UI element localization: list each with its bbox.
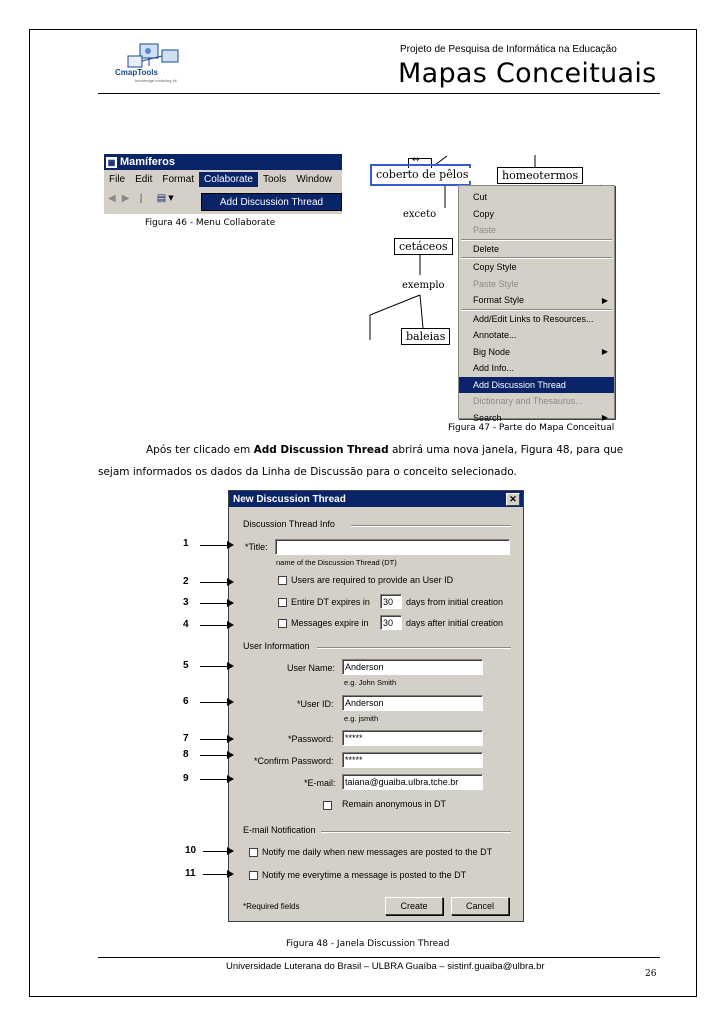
- userid-hint: e.g. jsmith: [344, 714, 379, 723]
- submenu-arrow-icon: ▶: [601, 295, 608, 305]
- dropdown-arrow-icon[interactable]: ▼: [168, 194, 174, 202]
- submenu-arrow-icon: ▶: [601, 413, 608, 423]
- app-icon: ▦: [107, 157, 116, 167]
- title-hint: name of the Discussion Thread (DT): [276, 558, 397, 567]
- annotation-arrow-icon: [200, 603, 232, 604]
- group-rule: [317, 647, 511, 649]
- annotation-number: 5: [183, 660, 189, 671]
- notify-daily-checkbox[interactable]: [249, 848, 258, 857]
- menu-colaborate[interactable]: Colaborate: [199, 172, 258, 187]
- link-exemplo[interactable]: exemplo: [402, 280, 445, 291]
- annotation-number: 4: [183, 619, 189, 630]
- figure-46-caption: Figura 46 - Menu Collaborate: [145, 218, 276, 228]
- dt-expires-days-input[interactable]: 30: [380, 594, 402, 609]
- paragraph-text: abrirá uma nova janela, Figura 48, para que: [388, 444, 624, 456]
- ctx-search-label: Search: [473, 412, 502, 423]
- resize-handle-icon[interactable]: ↔: [408, 158, 432, 169]
- footer-text: Universidade Luterana do Brasil – ULBRA Guaíba – sistinf.guaiba@ulbra.br: [226, 961, 545, 972]
- annotation-arrow-icon: [203, 851, 232, 852]
- document-title: Mapas Conceituais: [398, 58, 657, 89]
- ctx-big-node-label: Big Node: [473, 346, 511, 357]
- ctx-add-discussion-thread[interactable]: Add Discussion Thread: [459, 377, 614, 394]
- annotation-arrow-icon: [200, 545, 232, 546]
- notify-every-label: Notify me everytime a message is posted to the DT: [262, 870, 467, 880]
- paragraph-text: Após ter clicado em: [146, 444, 254, 456]
- userid-input[interactable]: Anderson: [342, 695, 483, 711]
- password-label: *Password:: [288, 734, 334, 744]
- dt-expires-label: Entire DT expires in: [291, 597, 370, 607]
- annotation-arrow-icon: [200, 702, 232, 703]
- annotation-number: 3: [183, 597, 189, 608]
- group-rule: [321, 831, 511, 833]
- email-input[interactable]: taiana@guaiba.ulbra.tche.br: [342, 774, 483, 790]
- require-userid-label: Users are required to provide an User ID: [291, 575, 454, 585]
- ctx-annotate[interactable]: Annotate...: [473, 330, 517, 341]
- annotation-number: 9: [183, 773, 189, 784]
- ctx-copy-style[interactable]: Copy Style: [473, 262, 517, 273]
- notify-daily-label: Notify me daily when new messages are posted to the DT: [262, 847, 493, 857]
- window-titlebar: [104, 154, 342, 170]
- ctx-dictionary: Dictionary and Thesaurus...: [473, 396, 583, 407]
- concept-cetaceos[interactable]: cetáceos: [394, 238, 453, 255]
- annotation-arrow-icon: [200, 755, 232, 756]
- userid-label: *User ID:: [297, 699, 334, 709]
- group-email-notification: E-mail Notification: [243, 825, 316, 835]
- username-hint: e.g. John Smith: [344, 678, 397, 687]
- anonymous-label: Remain anonymous in DT: [342, 799, 447, 809]
- menu-window[interactable]: Window: [296, 173, 332, 185]
- ctx-big-node[interactable]: [459, 344, 614, 361]
- concept-coberto[interactable]: coberto de pêlos: [376, 168, 469, 181]
- submenu-arrow-icon: ▶: [601, 347, 608, 357]
- window-title: Mamíferos: [120, 156, 176, 168]
- title-input[interactable]: [275, 539, 510, 555]
- ctx-format-style[interactable]: [459, 292, 614, 309]
- dialog-title: New Discussion Thread: [233, 493, 346, 505]
- annotation-number: 11: [185, 868, 196, 879]
- msg-expires-checkbox[interactable]: [278, 619, 287, 628]
- calendar-icon[interactable]: ▤: [156, 192, 167, 204]
- ctx-add-info[interactable]: Add Info...: [473, 363, 515, 374]
- required-fields-note: *Required fields: [243, 902, 300, 911]
- paragraph-line-2: sejam informados os dados da Linha de Discussão para o conceito selecionado.: [98, 466, 517, 478]
- annotation-number: 1: [183, 538, 189, 549]
- group-thread-info: Discussion Thread Info: [243, 519, 335, 529]
- close-icon[interactable]: ✕: [506, 493, 520, 506]
- dt-expires-checkbox[interactable]: [278, 598, 287, 607]
- logo-text: CmapTools: [115, 68, 158, 77]
- header-rule: [98, 93, 660, 94]
- notify-every-checkbox[interactable]: [249, 871, 258, 880]
- logo-subtitle: knowledge modeling kit: [135, 78, 177, 83]
- create-button[interactable]: Create: [385, 897, 443, 915]
- add-discussion-thread-menu-item[interactable]: Add Discussion Thread: [201, 193, 342, 211]
- figure-48-caption: Figura 48 - Janela Discussion Thread: [286, 939, 450, 949]
- ctx-paste: Paste: [473, 225, 497, 236]
- toolbar-separator: |: [139, 192, 143, 204]
- confirm-password-label: *Confirm Password:: [254, 756, 334, 766]
- context-menu: [458, 185, 615, 423]
- require-userid-checkbox[interactable]: [278, 576, 287, 585]
- back-icon[interactable]: ◀: [108, 192, 116, 204]
- annotation-arrow-icon: [200, 739, 232, 740]
- annotation-number: 7: [183, 733, 189, 744]
- forward-icon[interactable]: ▶: [121, 192, 130, 204]
- annotation-number: 10: [185, 845, 197, 856]
- page-number: 26: [645, 969, 657, 979]
- title-label: *Title:: [245, 542, 268, 552]
- menu-format[interactable]: Format: [162, 173, 195, 185]
- menu-file[interactable]: File: [109, 173, 126, 185]
- annotation-arrow-icon: [200, 666, 232, 667]
- annotation-arrow-icon: [200, 582, 232, 583]
- group-rule: [351, 525, 511, 527]
- paragraph-line-1: [146, 440, 623, 461]
- new-discussion-thread-dialog: [228, 490, 524, 922]
- username-input[interactable]: Anderson: [342, 659, 483, 675]
- ctx-add-edit-links[interactable]: Add/Edit Links to Resources...: [473, 313, 594, 324]
- ctx-format-style-label: Format Style: [473, 295, 525, 306]
- footer-rule: [98, 957, 660, 958]
- menu-edit[interactable]: Edit: [135, 173, 153, 185]
- link-exceto[interactable]: exceto: [403, 209, 437, 220]
- anonymous-checkbox[interactable]: [323, 801, 332, 810]
- annotation-number: 6: [183, 696, 189, 707]
- group-user-info: User Information: [243, 641, 310, 651]
- figure-47-caption: Figura 47 - Parte do Mapa Conceitual: [448, 423, 615, 433]
- dt-expires-suffix: days from initial creation: [406, 597, 504, 607]
- confirm-password-input[interactable]: *****: [342, 752, 483, 768]
- password-input[interactable]: *****: [342, 730, 483, 746]
- ctx-cut[interactable]: Cut: [473, 192, 488, 203]
- paragraph-bold: Add Discussion Thread: [253, 444, 389, 456]
- concept-homeotermos[interactable]: homeotermos: [497, 167, 583, 184]
- annotation-number: 8: [183, 749, 189, 760]
- ctx-delete[interactable]: Delete: [473, 243, 500, 254]
- msg-expires-label: Messages expire in: [291, 618, 369, 628]
- username-label: User Name:: [287, 663, 336, 673]
- menu-tools[interactable]: Tools: [262, 173, 287, 185]
- dialog-titlebar: [229, 491, 523, 507]
- ctx-copy[interactable]: Copy: [473, 208, 495, 219]
- project-name: Projeto de Pesquisa de Informática na Educação: [400, 44, 617, 55]
- email-label: *E-mail:: [304, 778, 336, 788]
- annotation-number: 2: [183, 576, 189, 587]
- ctx-paste-style: Paste Style: [473, 278, 519, 289]
- msg-expires-suffix: days after initial creation: [406, 618, 504, 628]
- menubar: [104, 170, 342, 188]
- annotation-arrow-icon: [200, 779, 232, 780]
- concept-baleias[interactable]: baleias: [401, 328, 450, 345]
- msg-expires-days-input[interactable]: 30: [380, 615, 402, 630]
- cancel-button[interactable]: Cancel: [451, 897, 509, 915]
- annotation-arrow-icon: [200, 625, 232, 626]
- annotation-arrow-icon: [203, 874, 232, 875]
